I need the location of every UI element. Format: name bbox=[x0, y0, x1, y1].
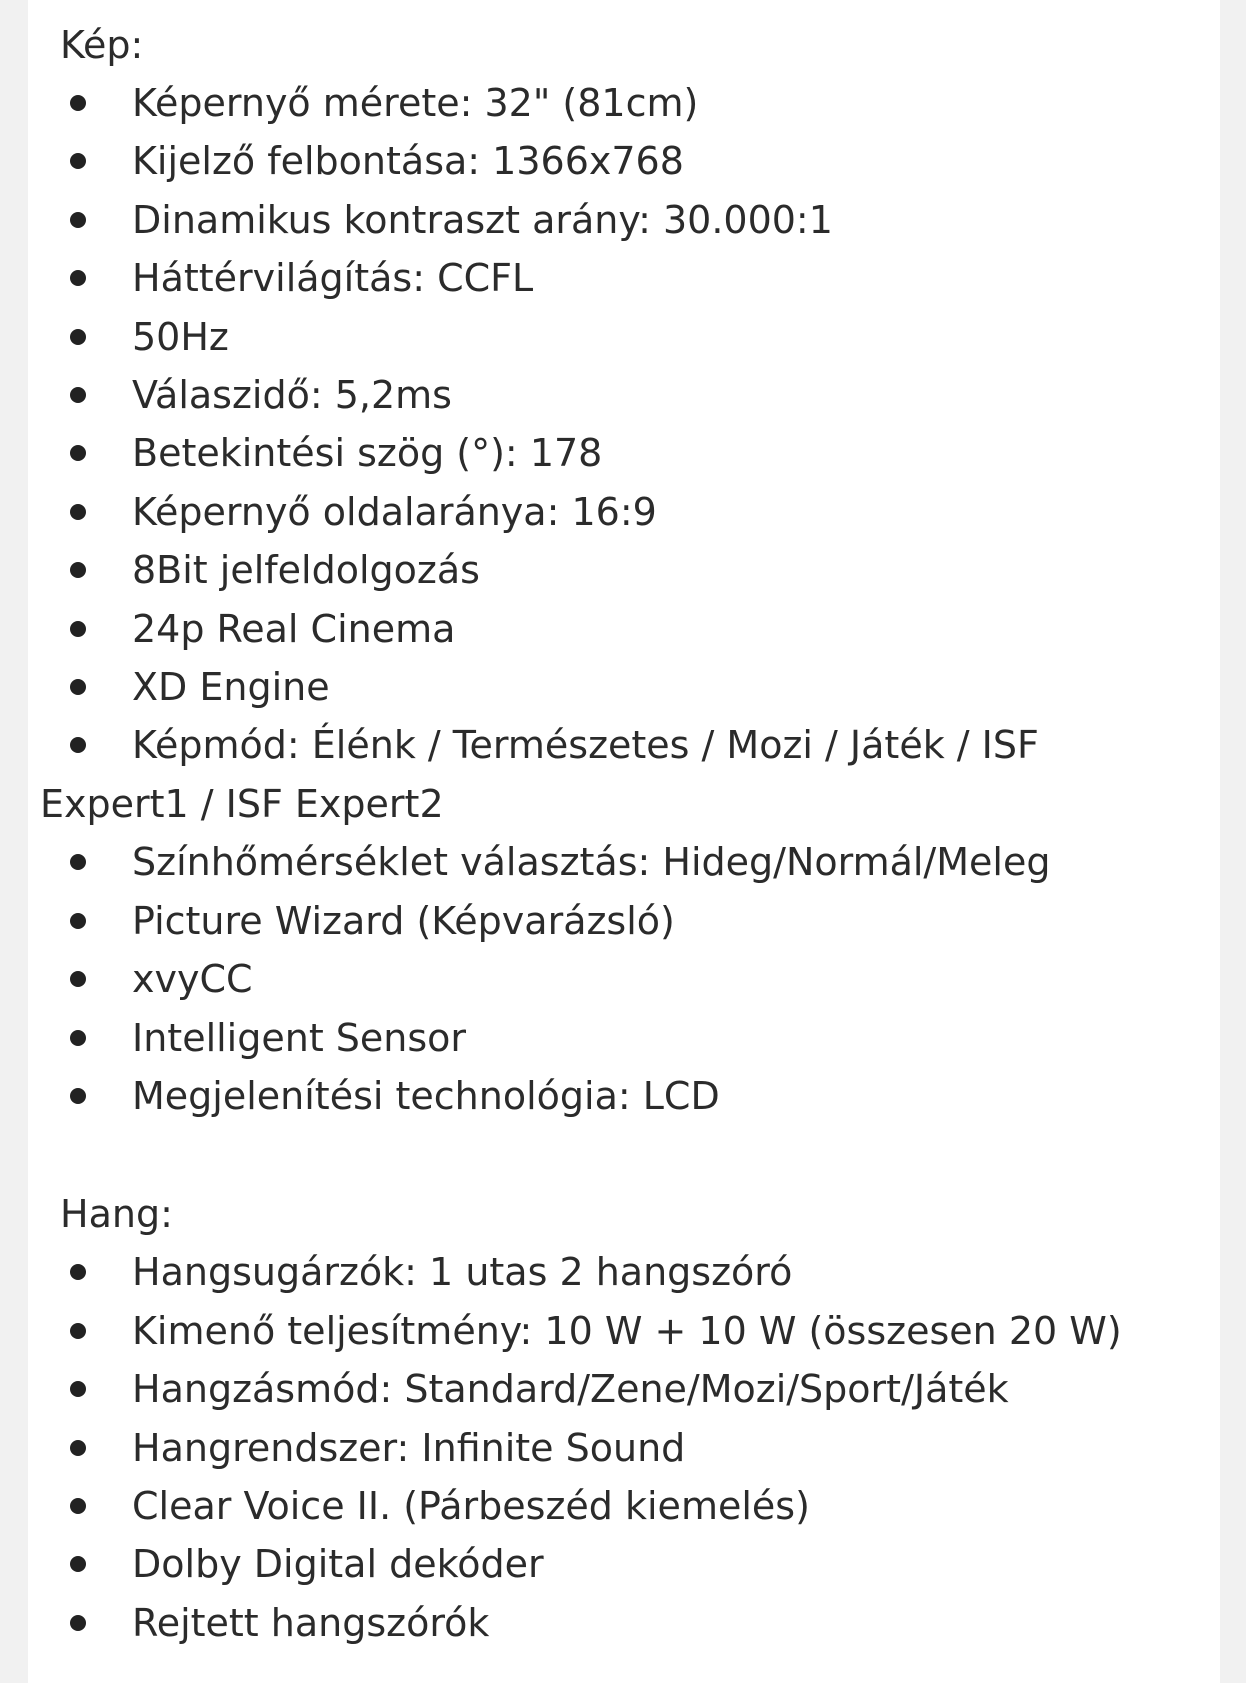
list-item-kepmod bbox=[28, 716, 1220, 833]
list-item: Betekintési szög (°): 178 bbox=[28, 424, 1220, 482]
bullet-icon bbox=[70, 1264, 86, 1280]
bullet-icon bbox=[70, 1030, 86, 1046]
list-item: Clear Voice II. (Párbeszéd kiemelés) bbox=[28, 1477, 1220, 1535]
bullet-icon bbox=[70, 737, 86, 753]
list-item: Intelligent Sensor bbox=[28, 1009, 1220, 1067]
hang-spec-list bbox=[28, 1243, 1220, 1652]
list-item: Picture Wizard (Képvarázsló) bbox=[28, 892, 1220, 950]
bullet-icon bbox=[70, 1381, 86, 1397]
section-heading-kep: Kép: bbox=[60, 23, 144, 67]
bullet-icon bbox=[70, 1615, 86, 1631]
kepmod-line-1: Képmód: Élénk / Természetes / Mozi / Játék / ISF bbox=[132, 723, 1039, 768]
spec-card bbox=[28, 0, 1220, 1683]
kep-spec-list bbox=[28, 74, 1220, 1125]
bullet-icon bbox=[70, 329, 86, 345]
list-item: Hangzásmód: Standard/Zene/Mozi/Sport/Játék bbox=[28, 1360, 1220, 1418]
list-item: Hangrendszer: Infinite Sound bbox=[28, 1419, 1220, 1477]
list-item: Dinamikus kontraszt arány: 30.000:1 bbox=[28, 191, 1220, 249]
list-item: 50Hz bbox=[28, 308, 1220, 366]
bullet-icon bbox=[70, 854, 86, 870]
list-item: Válaszidő: 5,2ms bbox=[28, 366, 1220, 424]
bullet-icon bbox=[70, 913, 86, 929]
list-item: Kijelző felbontása: 1366x768 bbox=[28, 132, 1220, 190]
bullet-icon bbox=[70, 679, 86, 695]
list-item: Háttérvilágítás: CCFL bbox=[28, 249, 1220, 307]
bullet-icon bbox=[70, 1498, 86, 1514]
list-item: Képernyő mérete: 32" (81cm) bbox=[28, 74, 1220, 132]
list-item: Dolby Digital dekóder bbox=[28, 1535, 1220, 1593]
list-item: Rejtett hangszórók bbox=[28, 1594, 1220, 1652]
bullet-icon bbox=[70, 95, 86, 111]
section-heading-hang: Hang: bbox=[60, 1192, 173, 1237]
bullet-icon bbox=[70, 1088, 86, 1104]
bullet-icon bbox=[70, 1556, 86, 1572]
list-item: Képernyő oldalaránya: 16:9 bbox=[28, 483, 1220, 541]
bullet-icon bbox=[70, 621, 86, 637]
bullet-icon bbox=[70, 504, 86, 520]
bullet-icon bbox=[70, 387, 86, 403]
list-item: Kimenő teljesítmény: 10 W + 10 W (összesen 20 W) bbox=[28, 1302, 1220, 1360]
list-item: 24p Real Cinema bbox=[28, 600, 1220, 658]
list-item: xvyCC bbox=[28, 950, 1220, 1008]
list-item: Színhőmérséklet választás: Hideg/Normál/Meleg bbox=[28, 833, 1220, 891]
bullet-icon bbox=[70, 270, 86, 286]
section-gap bbox=[28, 1125, 1220, 1185]
kepmod-line-2: Expert1 / ISF Expert2 bbox=[40, 781, 444, 826]
bullet-icon bbox=[70, 212, 86, 228]
list-item: 8Bit jelfeldolgozás bbox=[28, 541, 1220, 599]
bullet-icon bbox=[70, 1323, 86, 1339]
bullet-icon bbox=[70, 562, 86, 578]
bullet-icon bbox=[70, 153, 86, 169]
list-item: Hangsugárzók: 1 utas 2 hangszóró bbox=[28, 1243, 1220, 1301]
list-item: Megjelenítési technológia: LCD bbox=[28, 1067, 1220, 1125]
bullet-icon bbox=[70, 1440, 86, 1456]
bullet-icon bbox=[70, 445, 86, 461]
bullet-icon bbox=[70, 971, 86, 987]
list-item: XD Engine bbox=[28, 658, 1220, 716]
